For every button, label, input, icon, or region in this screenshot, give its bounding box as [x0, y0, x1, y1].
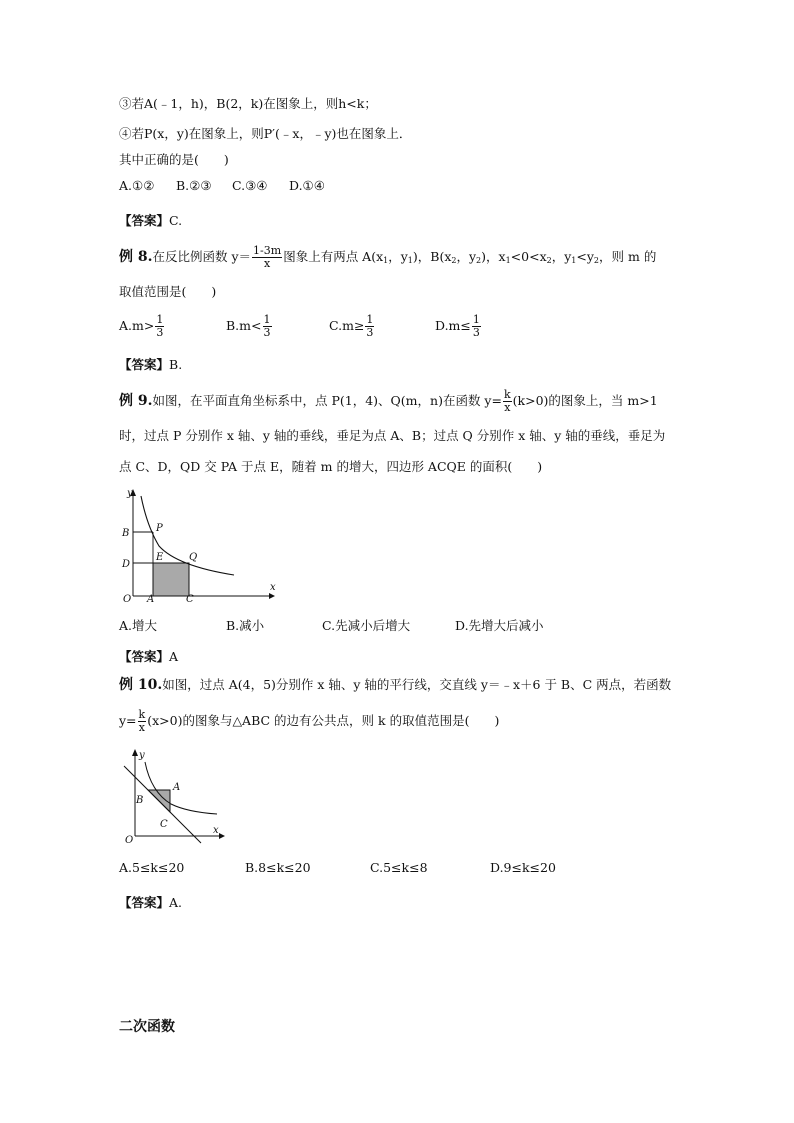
option-a: A.①② [119, 178, 155, 193]
ex9-option-a: A.增大 [119, 618, 158, 633]
example-9-line-2: 时，过点 P 分别作 x 轴、y 轴的垂线，垂足为点 A、B；过点 Q 分别作 x 轴、y 轴的垂线，垂足为 [119, 428, 666, 443]
ex10-option-d: D.9≤k≤20 [490, 860, 556, 875]
ex9-option-c: C.先减小后增大 [322, 618, 411, 633]
point-c-label: C [186, 594, 194, 604]
x-axis-label: x [270, 582, 276, 593]
point-c-label: C [160, 819, 168, 830]
point-p-label: P [156, 523, 163, 534]
origin-label: O [123, 594, 132, 604]
ex8-option-a: A.m> $\frac{1}{3}$ [119, 313, 164, 339]
ex10-option-c: C.5≤k≤8 [370, 860, 428, 875]
ex10-option-b: B.8≤k≤20 [245, 860, 311, 875]
example-8-answer: 【答案】B. [119, 357, 183, 372]
answer-value: C. [169, 213, 183, 228]
point-b-label: B [122, 528, 130, 539]
ex8-option-d: D.m≤ $\frac{1}{3}$ [435, 313, 480, 339]
ex8-option-b: B.m< $\frac{1}{3}$ [226, 313, 271, 339]
example-8-line-2: 取值范围是( ) [119, 284, 217, 299]
example-10-label: 例 10. [119, 677, 163, 693]
example-8-label: 例 8. [119, 249, 153, 265]
ex9-option-b: B.减小 [226, 618, 265, 633]
statement-4: ④若P(x，y)在图象上，则P′(﹣x，﹣y)也在图象上． [119, 126, 412, 141]
ex8-option-c: C.m≥ $\frac{1}{3}$ [329, 313, 374, 339]
ex10-option-a: A.5≤k≤20 [119, 860, 185, 875]
option-d: D.①④ [289, 178, 325, 193]
question-prompt: 其中正确的是( ) [119, 152, 229, 167]
example-9-answer: 【答案】A [119, 649, 179, 664]
option-c: C.③④ [232, 178, 268, 193]
example-9-figure [119, 486, 279, 604]
point-a-label: A [173, 782, 181, 793]
ex9-option-d: D.先增大后减小 [455, 618, 544, 633]
point-a-label: A [147, 594, 155, 604]
example-10-answer: 【答案】A. [119, 895, 183, 910]
y-axis-label: y [139, 750, 145, 761]
point-q-label: Q [189, 552, 198, 563]
statement-3: ③若A(﹣1，h)，B(2，k)在图象上，则h<k； [119, 96, 377, 111]
example-10-line-2: y= $\frac{k}{x}$ (x>0)的图象与△ABC 的边有公共点，则 k 的取值范围是( ) [119, 708, 500, 734]
y-axis-label: y [127, 488, 133, 499]
example-9-line-3: 点 C、D，QD 交 PA 于点 E，随着 m 的增大，四边形 ACQE 的面积( ) [119, 459, 543, 474]
fraction: $\frac{1-3m}{x}$ [253, 244, 282, 270]
origin-label: O [125, 835, 134, 846]
point-b-label: B [136, 795, 144, 806]
example-9-line-1: 例 9.如图，在平面直角坐标系中，点 P(1，4)、Q(m，n)在函数 y= $\frac{k}{x}$ (k>0)的图象上，当 m>1 [119, 388, 658, 414]
answer-label: 【答案】 [119, 213, 170, 228]
example-10-figure [119, 748, 229, 846]
example-10-line-1: 例 10.如图，过点 A(4，5)分别作 x 轴、y 轴的平行线，交直线 y＝﹣x＋6 于 B、C 两点，若函数 [119, 677, 672, 693]
point-d-label: D [122, 559, 131, 570]
x-axis-label: x [213, 825, 219, 836]
point-e-label: E [156, 552, 164, 563]
answer-line [119, 212, 182, 230]
example-8-line-1: 例 8.在反比例函数 y＝ $\frac{1-3m}{x}$ 图象上有两点 $A(x_1$，$y_1$)，$B(x_2$，$y_2$)，$x_1<0<x_2$，$y_1<y_2$，则 m 的 [119, 244, 657, 270]
section-title: 二次函数 [119, 1019, 175, 1035]
example-9-label: 例 9. [119, 393, 153, 409]
option-b: B.②③ [176, 178, 212, 193]
